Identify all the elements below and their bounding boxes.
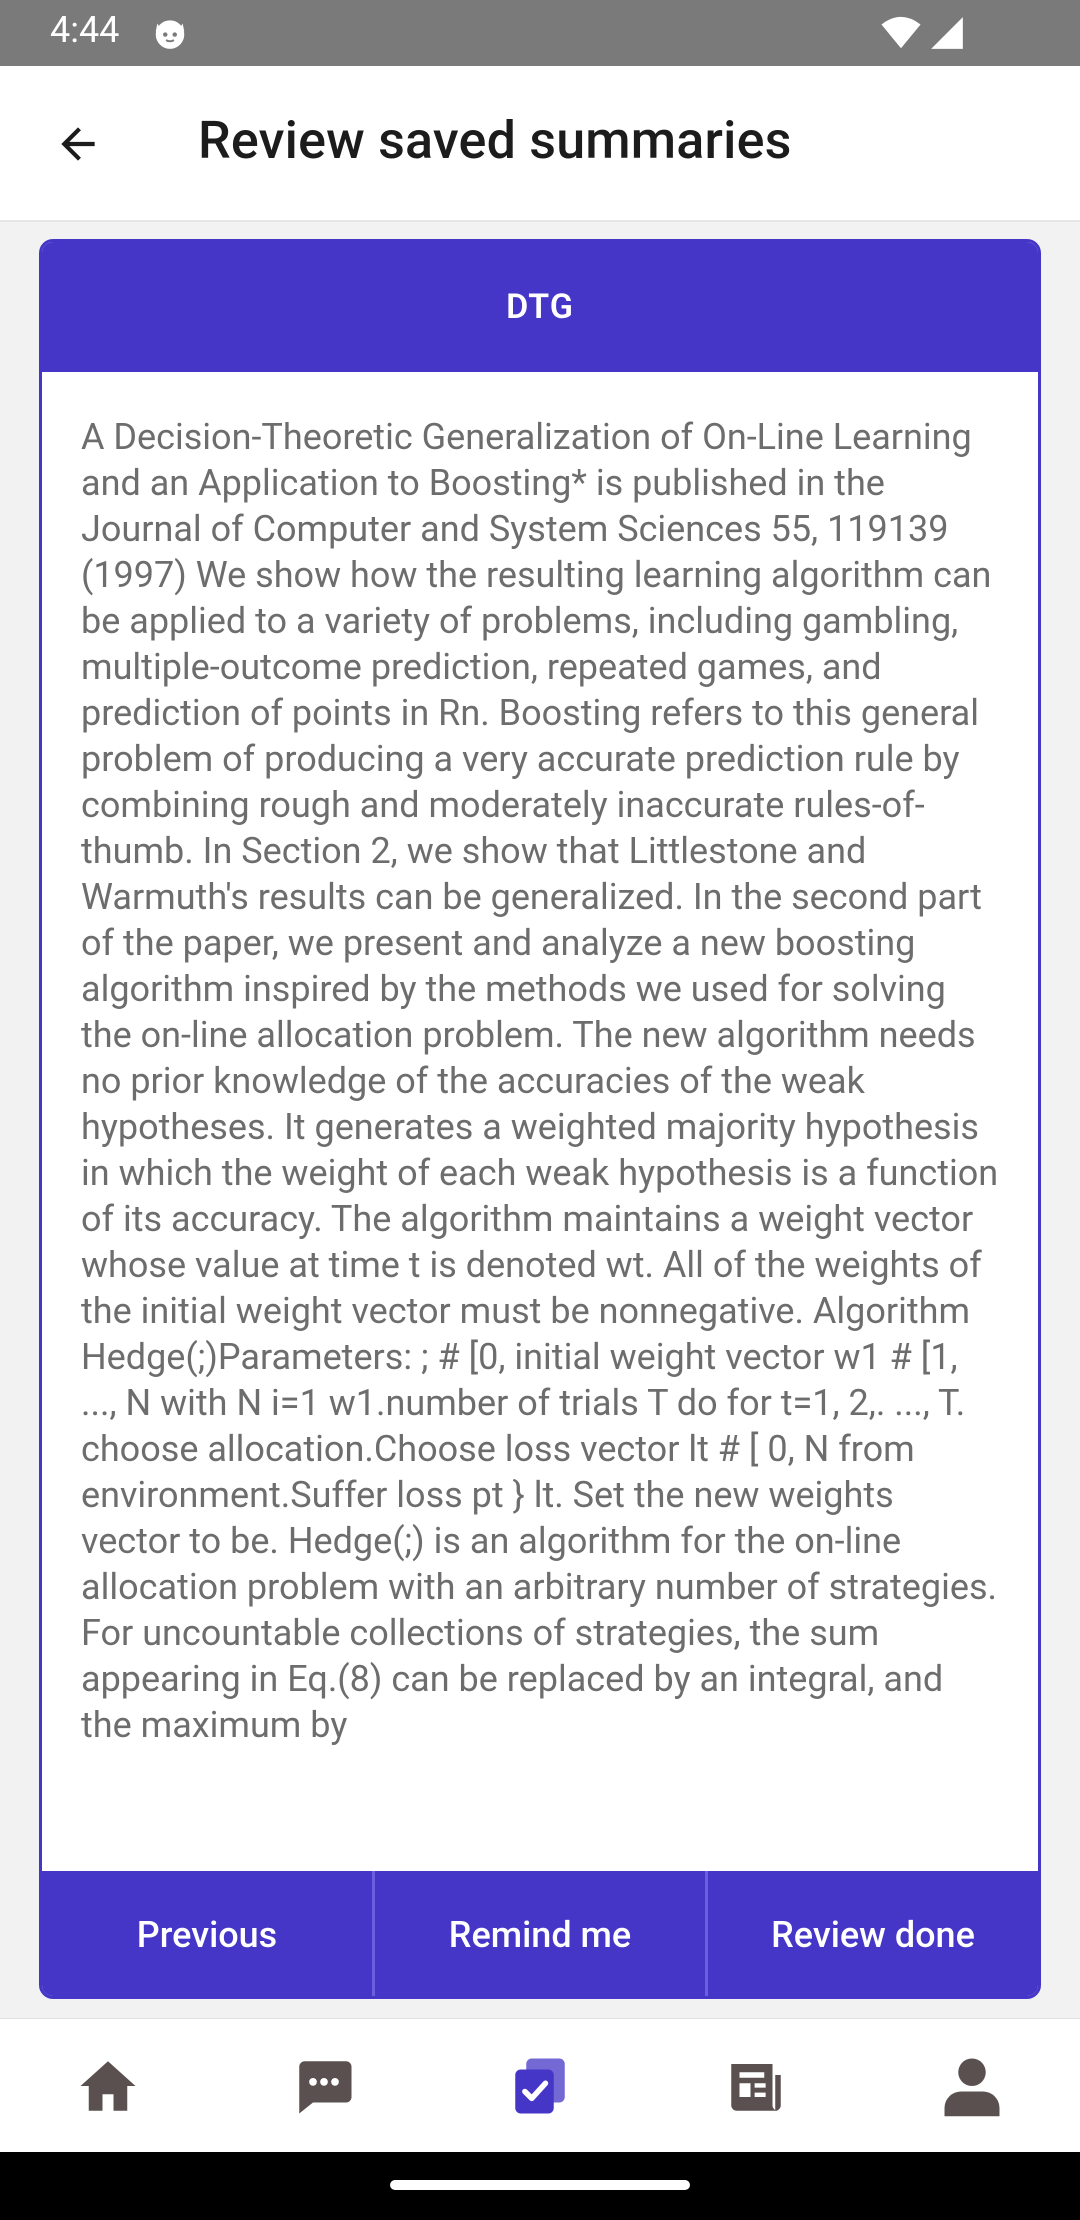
back-button[interactable]: [46, 112, 110, 176]
nav-home[interactable]: [63, 2041, 153, 2131]
nav-profile[interactable]: [927, 2041, 1017, 2131]
app-bar: [0, 66, 1080, 222]
signal-icon: [928, 14, 966, 52]
gesture-bar: [0, 2152, 1080, 2220]
remind-me-button[interactable]: Remind me: [375, 1871, 708, 1999]
status-time: 4:44: [50, 9, 120, 51]
page-title: Review saved summaries: [198, 110, 792, 171]
home-gesture-handle[interactable]: [390, 2180, 690, 2190]
summary-card: [39, 239, 1041, 1999]
bottom-nav: [0, 2018, 1080, 2153]
profile-icon: [939, 2053, 1005, 2119]
home-icon: [75, 2053, 141, 2119]
summary-text: A Decision-Theoretic Generalization of On-Line Learning and an Application to Boosting* is published in the Journal of Computer and System Sciences 55, 119139 (1997) We show how the resulting learning algorithm can be applied to a variety of problems, including gambling, multiple-outcome prediction, repeated games, and prediction of points in Rn. Boosting refers to this general problem of producing a very accurate prediction rule by combining rough and moderately inaccurate rules-of-thumb. In Section 2, we show that Littlestone and Warmuth's results can be generalized. In the second part of the paper, we present and analyze a new boosting algorithm inspired by the methods we used for solving the on-line allocation problem. The new algorithm needs no prior knowledge of the accuracies of the weak hypotheses. It generates a weighted majority hypothesis in which the weight of each weak hypothesis is a function of its accuracy. The algorithm maintains a weight vector whose value at time t is denoted wt. All of the weights of the initial weight vector must be nonnegative. Algorithm Hedge(;)Parameters: ; # [0, initial weight vector w1 # [1, ..., N with N i=1 w1.number of trials T do for t=1, 2,. ..., T. choose allocation.Choose loss vector lt # [ 0, N from environment.Suffer loss pt } lt. Set the new weights vector to be. Hedge(;) is an algorithm for the on-line allocation problem with an arbitrary number of strategies. For uncountable collections of strategies, the sum appearing in Eq.(8) can be replaced by an integral, and the maximum by: [81, 416, 999, 1746]
chat-icon: [291, 2053, 357, 2119]
nav-chat[interactable]: [279, 2041, 369, 2131]
nav-review[interactable]: [495, 2041, 585, 2131]
cat-notification-icon: [151, 14, 189, 52]
status-bar: [0, 0, 1080, 66]
review-icon: [507, 2053, 573, 2119]
card-header: DTG: [42, 242, 1038, 372]
review-done-button[interactable]: Review done: [771, 1914, 975, 1956]
summary-scroll-area[interactable]: [81, 414, 1001, 1869]
previous-button[interactable]: Previous: [42, 1871, 375, 1999]
card-actions: [42, 1871, 1038, 1999]
wifi-icon: [880, 16, 922, 50]
news-icon: [723, 2053, 789, 2119]
nav-news[interactable]: [711, 2041, 801, 2131]
arrow-back-icon: [53, 119, 103, 169]
